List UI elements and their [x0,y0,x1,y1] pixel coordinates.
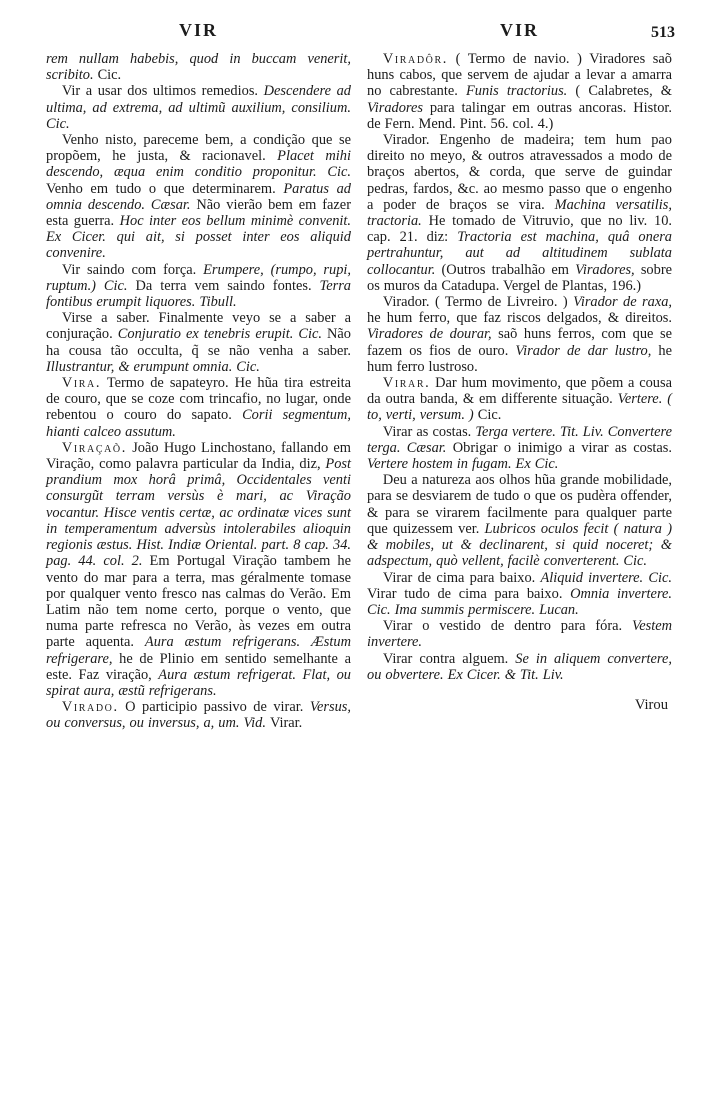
dictionary-paragraph [367,375,672,424]
text-segment: Post prandium mox horâ primâ, Occidentales venti consurgũt terram versùs è mari, ac Viração vocantur. Hisce ventis certæ, ac ordinatæ vices sunt in temperamentum adversùs intolerabiles alioquin regionis æstus. Hist. Indiæ Oriental. part. 8 cap. 34. pag. 44. col. 2. [46,456,351,570]
text-segment: Aura æstum refrigerat. Flat, ou spirat aura, æstũ refrigerans. [46,666,351,699]
text-segment: Vertere hostem in fugam. Ex Cic. [367,456,559,473]
text-segment: Da terra vem saindo fontes. [135,277,320,294]
catchword: Virou [634,696,668,713]
text-segment: Versus, ou conversus, ou inversus, a, um. Vid. [46,699,351,732]
text-segment: Vir a usar dos ultimos remedios. [61,83,264,100]
text-segment: ( Calabretes, & [575,83,672,100]
text-segment: Hoc inter eos bellum minimè convenit. Ex Cicer. qui ait, si posset inter eos aliquid convenire. [46,213,352,262]
text-segment: Tractoria est machina, quâ onera pertrahuntur, aut ad altitudinem sublata collocantur. [367,229,672,278]
text-segment: Vir saindo com força. [61,261,204,278]
text-segment: Aliquid invertere. Cic. [540,569,672,586]
page-header [0,0,709,47]
dictionary-paragraph [367,570,672,619]
text-segment: Terra fontibus erumpit liquores. Tibull. [46,277,351,311]
text-segment: Conjuratio ex tenebris erupit. Cic. [117,326,328,343]
text-segment: Venho em tudo o que determinarem. [46,180,284,197]
text-segment: O participio passivo de virar. [118,699,310,716]
text-segment: Se in aliquem convertere, ou obvertere. Ex Cicer. & Tit. Liv. [367,650,672,683]
dictionary-paragraph [367,618,672,650]
dictionary-paragraph [367,651,672,683]
text-segment: Viradores, [575,261,641,278]
headword: Vira. [61,375,102,392]
text-columns [0,47,709,732]
text-segment: Virar o vestido de dentro para fóra. [382,618,633,635]
headword: Viraçaõ. [61,439,127,456]
text-segment: he hum ferro lustroso. [367,342,672,375]
text-segment: Virar contra alguem. [382,650,516,667]
text-segment: para talingar em outras ancoras. Histor. de Fern. Mend. Pint. 56. col. 4.) [367,99,672,132]
left-text-column [46,51,351,732]
text-segment: Aura æstum refrigerans. Æstum refrigerare, [46,634,351,667]
text-segment: Terga vertere. Tit. Liv. Convertere terga. Cæsar. [367,423,673,456]
text-segment: Machina versatilis, tractoria. [367,196,672,230]
text-segment: saõ huns ferros, com que se fazem os fios de ouro. [367,326,672,359]
text-segment: sobre os muros da Catadupa. Vergel de Plantas, 196.) [367,261,672,294]
text-segment: Virar tudo de cima para baixo. [367,585,571,602]
dictionary-paragraph [367,424,672,473]
text-segment: Não ha cousa tão occulta, q̃ se não venha a saber. [46,326,351,359]
dictionary-paragraph [367,294,672,375]
text-segment: Obrigar o inimigo a virar as costas. [452,439,673,456]
running-title-left: VIR [178,20,218,40]
text-segment: Placet mihi descendo, æqua enim conditio proponitur. Cic. [46,148,351,181]
text-segment: Cic. [97,67,122,84]
text-segment: rem nullam habebis, quod in buccam venerit, scribito. [46,51,351,84]
text-segment: Venho nisto, pareceme bem, a condição que se propõem, he justa, & racionavel. [46,132,351,165]
text-segment: Virar de cima para baixo. [382,569,541,586]
text-segment: Omnia invertere. Cic. Ima summis permiscere. Lucan. [367,585,672,618]
page-number: 513 [651,24,675,41]
text-segment: Corii segmentum, hianti calceo assutum. [46,407,351,440]
text-segment: ( Termo de navio. ) Viradores saõ huns cabos, que servem de ajudar a levar a amarra no cabrestante. [367,51,672,100]
text-segment: João Hugo Linchostano, fallando em Viração, como palavra particular da India, diz, [46,439,351,473]
dictionary-paragraph [367,51,672,132]
right-text-column [367,51,672,732]
text-segment: he de Plinio em sentido semelhante a este. Faz viração, [46,650,351,683]
text-segment: Cic. [477,407,502,424]
text-segment: he hum ferro, que faz riscos delgados, & direitos. [367,310,672,327]
text-segment: Paratus ad omnia descendo. Cæsar. [46,180,351,213]
text-segment: Em Portugal Viração tambem he vento do mar para a terra, mas géralmente tomase por qualquer vento fresco nas calmas do Verão. Em Latim não tem nome certo, porque o vento, que numa parte refresca no Verão, às vezes em outra parte aquenta. [46,553,352,651]
text-segment: Descendere ad ultima, ad extrema, ad ultimũ auxilium, consilium. Cic. [46,83,351,132]
text-segment: Vestem invertere. [367,618,672,651]
text-segment: Não vierão bem em fazer esta guerra. [46,196,351,230]
dictionary-paragraph [46,375,351,440]
text-segment: Virador de dar lustro, [515,342,659,359]
running-title-right: VIR [499,20,539,40]
headword: Virar. [382,375,431,392]
text-segment: Virar. [269,715,303,732]
text-segment: Virar as costas. [382,423,476,440]
dictionary-paragraph [367,132,672,294]
headword: Virado. [61,699,119,716]
text-segment: Vertere. ( to, verti, versum. ) [367,391,672,424]
text-segment: Funis tractorius. [465,83,576,100]
text-segment: Deu a natureza aos olhos hũa grande mobilidade, para se desviarem de tudo o que os pudèra offender, & para se virarem facilmente para qualquer parte que quizessem ver. [367,472,672,537]
dictionary-paragraph [46,310,351,375]
dictionary-paragraph [367,472,672,569]
dictionary-paragraph [46,132,351,262]
text-segment: Viradores de dourar, [367,326,499,343]
dictionary-paragraph [46,699,351,731]
text-segment: Virador de raxa, [573,294,673,311]
text-segment: Dar hum movimento, que põem a cousa da outra banda, & em differente situação. [367,375,672,408]
text-segment: He tomado de Vitruvio, que no liv. 10. cap. 21. diz: [367,213,672,246]
text-segment: Virador. Engenho de madeira; tem hum pao direito no meyo, & outros atravessados a modo de braços abertos, & corda, que serve de guindar pedras, fardos, &c. ao mesmo passo que o engenho a poder de braços se vira. [367,132,672,213]
dictionary-paragraph [46,83,351,132]
dictionary-paragraph [46,440,351,699]
dictionary-paragraph [46,262,351,311]
text-segment: Illustrantur, & erumpunt omnia. Cic. [46,358,260,375]
text-segment: Virador. ( Termo de Livreiro. ) [382,294,574,311]
text-segment: (Outros trabalhão em [441,261,576,278]
text-segment: Termo de sapateyro. He hũa tira estreita de couro, que se coze com trincafio, no lugar, onde rebentou o couro do sapato. [46,375,351,424]
headword: Viradôr. [382,51,448,67]
text-segment: Lubricos oculos fecit ( natura ) & mobiles, ut & declinarent, si quid noceret; & adspectum, quò vellent, facilè converterent. Cic. [367,520,672,570]
text-segment: Virse a saber. Finalmente veyo se a saber a conjuração. [46,310,351,343]
dictionary-paragraph [46,51,351,83]
text-segment: Erumpere, (rumpo, rupi, ruptum.) Cic. [46,261,352,294]
text-segment: Viradores [367,99,430,116]
